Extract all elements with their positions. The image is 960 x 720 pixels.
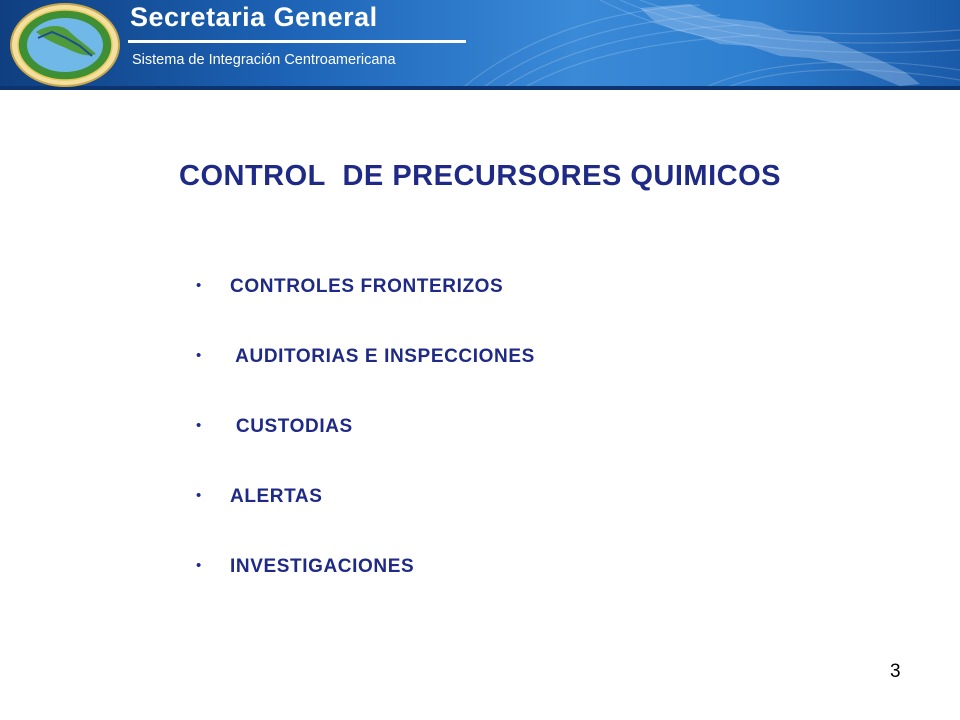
list-item xyxy=(196,552,415,622)
header-banner xyxy=(0,0,960,90)
page-subtitle: Sistema de Integración Centroamericana xyxy=(132,52,396,68)
list-item xyxy=(196,412,353,482)
page-title: Secretaria General xyxy=(130,2,378,32)
banner-bottom-edge xyxy=(0,86,960,90)
list-item-text: ALERTAS xyxy=(230,486,323,507)
slide-heading: CONTROL DE PRECURSORES QUIMICOS xyxy=(179,160,781,192)
bullet-list xyxy=(196,272,535,622)
page-number: 3 xyxy=(890,661,901,682)
list-item-text: CUSTODIAS xyxy=(230,416,353,437)
list-item-text: CONTROLES FRONTERIZOS xyxy=(230,276,504,297)
bullet-icon: • xyxy=(196,417,202,434)
list-item xyxy=(196,342,535,412)
list-item-text: INVESTIGACIONES xyxy=(230,556,415,577)
bullet-icon: • xyxy=(196,347,202,364)
list-item xyxy=(196,272,504,342)
list-item-text: AUDITORIAS E INSPECCIONES xyxy=(230,346,535,367)
bullet-icon: • xyxy=(196,487,202,504)
bullet-icon: • xyxy=(196,557,202,574)
sica-seal-logo-icon xyxy=(8,2,122,88)
bullet-icon: • xyxy=(196,277,202,294)
title-underline xyxy=(128,40,466,43)
list-item xyxy=(196,482,323,552)
